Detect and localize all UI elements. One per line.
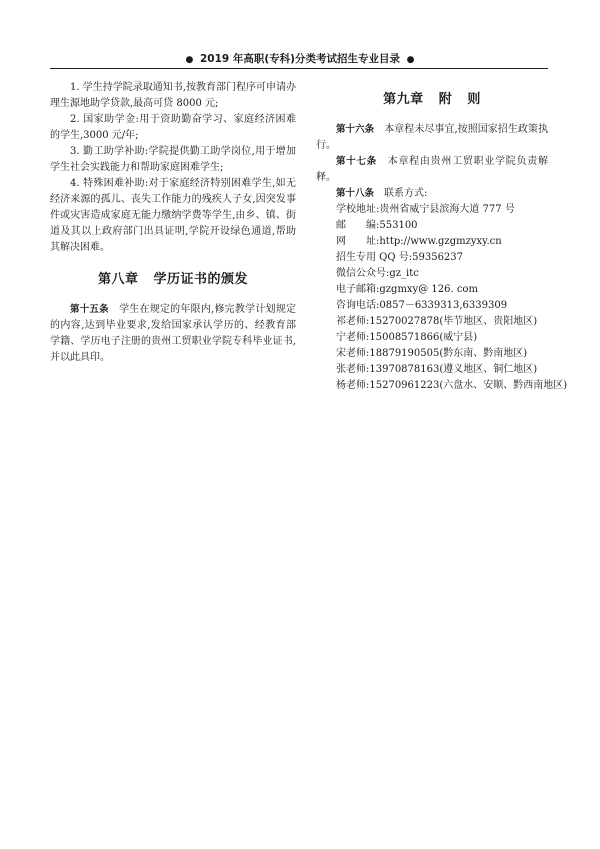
contact-teacher: 祁老师:15270027878(毕节地区、贵阳地区) bbox=[336, 316, 538, 327]
header-bullet-icon: ● bbox=[185, 55, 194, 65]
article-16-text: 本章程未尽事宜,按照国家招生政策执行。 bbox=[316, 124, 548, 151]
right-column bbox=[316, 80, 568, 394]
contact-qq: 招生专用 QQ 号:59356237 bbox=[336, 252, 464, 263]
contact-teacher: 宋老师:18879190505(黔东南、黔南地区) bbox=[336, 348, 528, 359]
article-18-text: 联系方式: bbox=[384, 188, 428, 199]
page-header bbox=[0, 52, 600, 66]
article-18-label: 第十八条 bbox=[336, 188, 375, 199]
article-15 bbox=[50, 302, 296, 366]
contact-phone: 咨询电话:0857－6339313,6339309 bbox=[336, 300, 508, 311]
chapter-8-title: 第八章 学历证书的颁发 bbox=[97, 272, 249, 287]
article-17-label: 第十七条 bbox=[336, 156, 377, 167]
left-column bbox=[50, 80, 296, 366]
contact-address: 学校地址:贵州省威宁县滨海大道 777 号 bbox=[336, 204, 515, 215]
aid-item-4: 4. 特殊困难补助:对于家庭经济特别困难学生,如无经济来源的孤儿、丧失工作能力的残疾人子女,因突发事件或灾害造成家庭无能力缴纳学费等学生,由乡、镇、街道及其以上政府部门出具证明,学院开设绿色通道,帮助其解决困难。 bbox=[50, 178, 296, 253]
article-17 bbox=[316, 154, 548, 186]
contact-website: 网 址:http://www.gzgmzyxy.cn bbox=[336, 236, 502, 247]
contact-postcode: 邮 编:553100 bbox=[336, 220, 418, 231]
article-17-text: 本章程由贵州工贸职业学院负责解释。 bbox=[316, 156, 549, 183]
contact-teacher: 张老师:13970878163(遵义地区、铜仁地区) bbox=[336, 364, 538, 375]
contact-wechat: 微信公众号:gz_itc bbox=[336, 268, 419, 279]
aid-item-3: 3. 勤工助学补助:学院提供勤工助学岗位,用于增加学生社会实践能力和帮助家庭困难学生; bbox=[50, 146, 296, 173]
header-title: 2019 年高职(专科)分类考试招生专业目录 bbox=[200, 53, 400, 65]
article-16-label: 第十六条 bbox=[336, 124, 375, 135]
header-bullet-icon: ● bbox=[406, 55, 415, 65]
contact-teacher: 宁老师:15008571866(威宁县) bbox=[336, 332, 478, 343]
contact-email: 电子邮箱:gzgmxy@ 126. com bbox=[336, 284, 478, 295]
header-divider bbox=[50, 68, 548, 69]
article-18 bbox=[316, 186, 548, 202]
aid-item-2: 2. 国家助学金:用于资助勤奋学习、家庭经济困难的学生,3000 元/年; bbox=[50, 114, 296, 141]
contact-teacher: 杨老师:15270961223(六盘水、安顺、黔西南地区) bbox=[336, 380, 568, 391]
article-15-text: 学生在规定的年限内,修完教学计划规定的内容,达到毕业要求,发给国家承认学历的、经教育部学籍、学历电子注册的贵州工贸职业学院专科毕业证书,并以此具印。 bbox=[50, 304, 296, 363]
article-16 bbox=[316, 122, 548, 154]
chapter-9-title: 第九章 附 则 bbox=[383, 92, 481, 107]
aid-item-1: 1. 学生持学院录取通知书,按教育部门程序可申请办理生源地助学贷款,最高可贷 8000 元; bbox=[50, 82, 296, 109]
article-15-label: 第十五条 bbox=[70, 304, 109, 315]
